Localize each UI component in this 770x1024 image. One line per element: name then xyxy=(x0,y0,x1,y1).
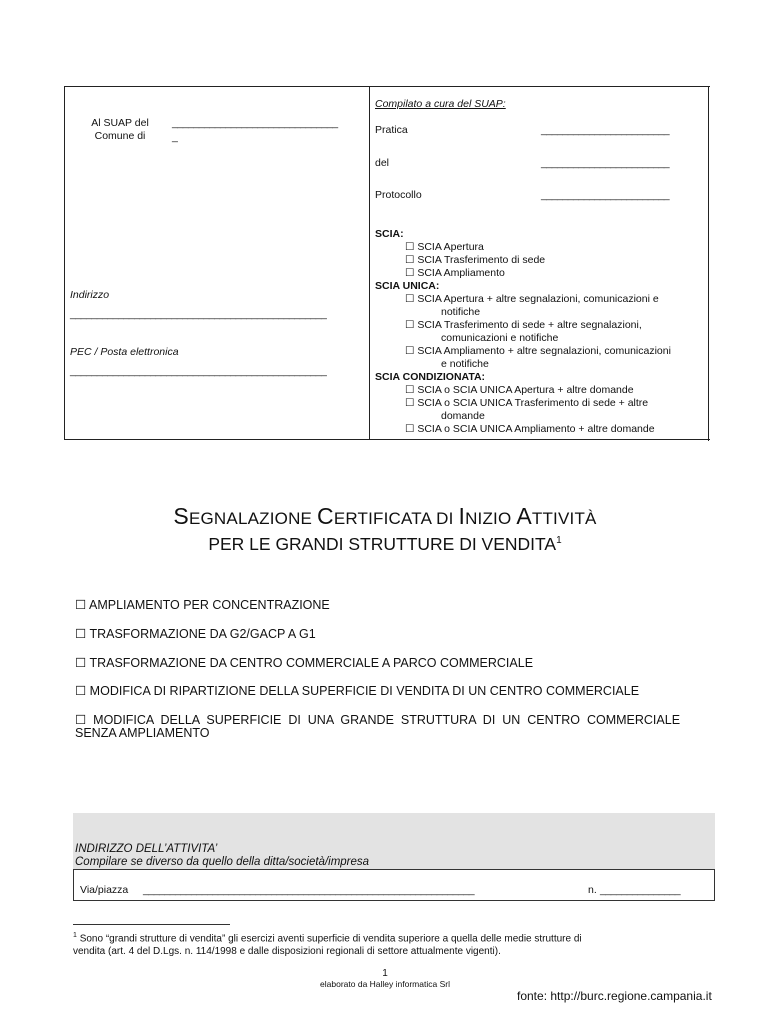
scia-block xyxy=(375,228,705,436)
page-number: 1 xyxy=(382,968,388,979)
suap-comune-field[interactable]: _______________________________ xyxy=(172,117,338,129)
scia-checkbox-ampliamento[interactable]: ☐ SCIA Ampliamento xyxy=(405,267,505,279)
document-title: SEGNALAZIONE CERTIFICATA DI INIZIO ATTIVITÀ xyxy=(173,503,597,529)
scia-checkbox-apertura[interactable]: ☐ SCIA Apertura xyxy=(405,241,484,253)
header-right-border xyxy=(708,86,709,441)
pratica-field[interactable]: ________________________ xyxy=(541,124,670,136)
option-modifica-superficie-cont: SENZA AMPLIAMENTO xyxy=(75,726,210,740)
civic-number-label: n. xyxy=(588,884,597,896)
option-ampliamento-concentrazione[interactable]: ☐ AMPLIAMENTO PER CONCENTRAZIONE xyxy=(75,598,330,612)
footer-credit: elaborato da Halley informatica Srl xyxy=(320,979,450,989)
address-section-subtitle: Compilare se diverso da quello della ditta/società/impresa xyxy=(75,856,370,868)
footnote-separator xyxy=(73,924,230,925)
protocollo-label: Protocollo xyxy=(375,189,422,201)
option-trasformazione-g2[interactable]: ☐ TRASFORMAZIONE DA G2/GACP A G1 xyxy=(75,627,316,641)
scia-unica-checkbox-apertura[interactable]: ☐ SCIA Apertura + altre segnalazioni, comunicazioni e xyxy=(405,293,659,305)
suap-comune-field-cont: _ xyxy=(172,131,178,143)
indirizzo-label: Indirizzo xyxy=(70,289,110,301)
scia-unica-checkbox-ampliamento[interactable]: ☐ SCIA Ampliamento + altre segnalazioni, comunicazioni xyxy=(405,345,671,357)
pec-field[interactable]: ________________________________________________ xyxy=(70,365,327,377)
protocollo-field[interactable]: ________________________ xyxy=(541,189,670,201)
compilato-label: Compilato a cura del SUAP: xyxy=(375,98,506,110)
footnote-ref: 1 xyxy=(556,535,562,547)
scia-cond-trasferimento-cont: domande xyxy=(441,410,485,422)
source-caption: fonte: http://burc.regione.campania.it xyxy=(517,989,712,1003)
footnote: $^1$ Sono “grandi strutture di vendita” gli esercizi aventi superficie di vendita superiore a quella delle medie strutture di vendita (art. 4 del D.Lgs. n. 114/1998 e dalle disposizioni regionali di settore attualmente vigenti). xyxy=(73,932,582,958)
pec-label: PEC / Posta elettronica xyxy=(70,346,179,358)
scia-cond-checkbox-apertura[interactable]: ☐ SCIA o SCIA UNICA Apertura + altre domande xyxy=(405,384,634,396)
scia-title: SCIA: xyxy=(375,228,404,240)
scia-unica-trasferimento-cont: comunicazioni e notifiche xyxy=(441,332,559,344)
option-modifica-ripartizione[interactable]: ☐ MODIFICA DI RIPARTIZIONE DELLA SUPERFICIE DI VENDITA DI UN CENTRO COMMERCIALE xyxy=(75,684,640,698)
scia-cond-checkbox-trasferimento[interactable]: ☐ SCIA o SCIA UNICA Trasferimento di sede + altre xyxy=(405,397,649,409)
scia-unica-apertura-cont: notifiche xyxy=(441,306,481,318)
via-field[interactable]: ______________________________________________________________ xyxy=(143,884,475,896)
scia-unica-title: SCIA UNICA: xyxy=(375,280,440,292)
civic-number-field[interactable]: _______________ xyxy=(600,884,681,896)
scia-condizionata-title: SCIA CONDIZIONATA: xyxy=(375,371,486,383)
pratica-label: Pratica xyxy=(375,124,408,136)
indirizzo-field[interactable]: ________________________________________________ xyxy=(70,308,327,320)
scia-unica-ampliamento-cont: e notifiche xyxy=(441,358,489,370)
scia-unica-checkbox-trasferimento[interactable]: ☐ SCIA Trasferimento di sede + altre segnalazioni, xyxy=(405,319,642,331)
via-label: Via/piazza xyxy=(80,884,129,896)
scia-checkbox-trasferimento[interactable]: ☐ SCIA Trasferimento di sede xyxy=(405,254,546,266)
del-field[interactable]: ________________________ xyxy=(541,157,670,169)
address-section-title: INDIRIZZO DELL’ATTIVITA’ xyxy=(75,843,218,855)
suap-label: Al SUAP del Comune di xyxy=(91,117,149,142)
document-subtitle: PER LE GRANDI STRUTTURE DI VENDITA$^1$ xyxy=(208,534,562,554)
header-divider xyxy=(369,86,370,440)
option-modifica-superficie[interactable]: ☐ MODIFICA DELLA SUPERFICIE DI UNA GRANDE STRUTTURA DI UN CENTRO COMMERCIALE xyxy=(75,713,681,727)
scia-cond-checkbox-ampliamento[interactable]: ☐ SCIA o SCIA UNICA Ampliamento + altre domande xyxy=(405,423,655,435)
option-trasformazione-parco[interactable]: ☐ TRASFORMAZIONE DA CENTRO COMMERCIALE A PARCO COMMERCIALE xyxy=(75,656,534,670)
del-label: del xyxy=(375,157,390,169)
